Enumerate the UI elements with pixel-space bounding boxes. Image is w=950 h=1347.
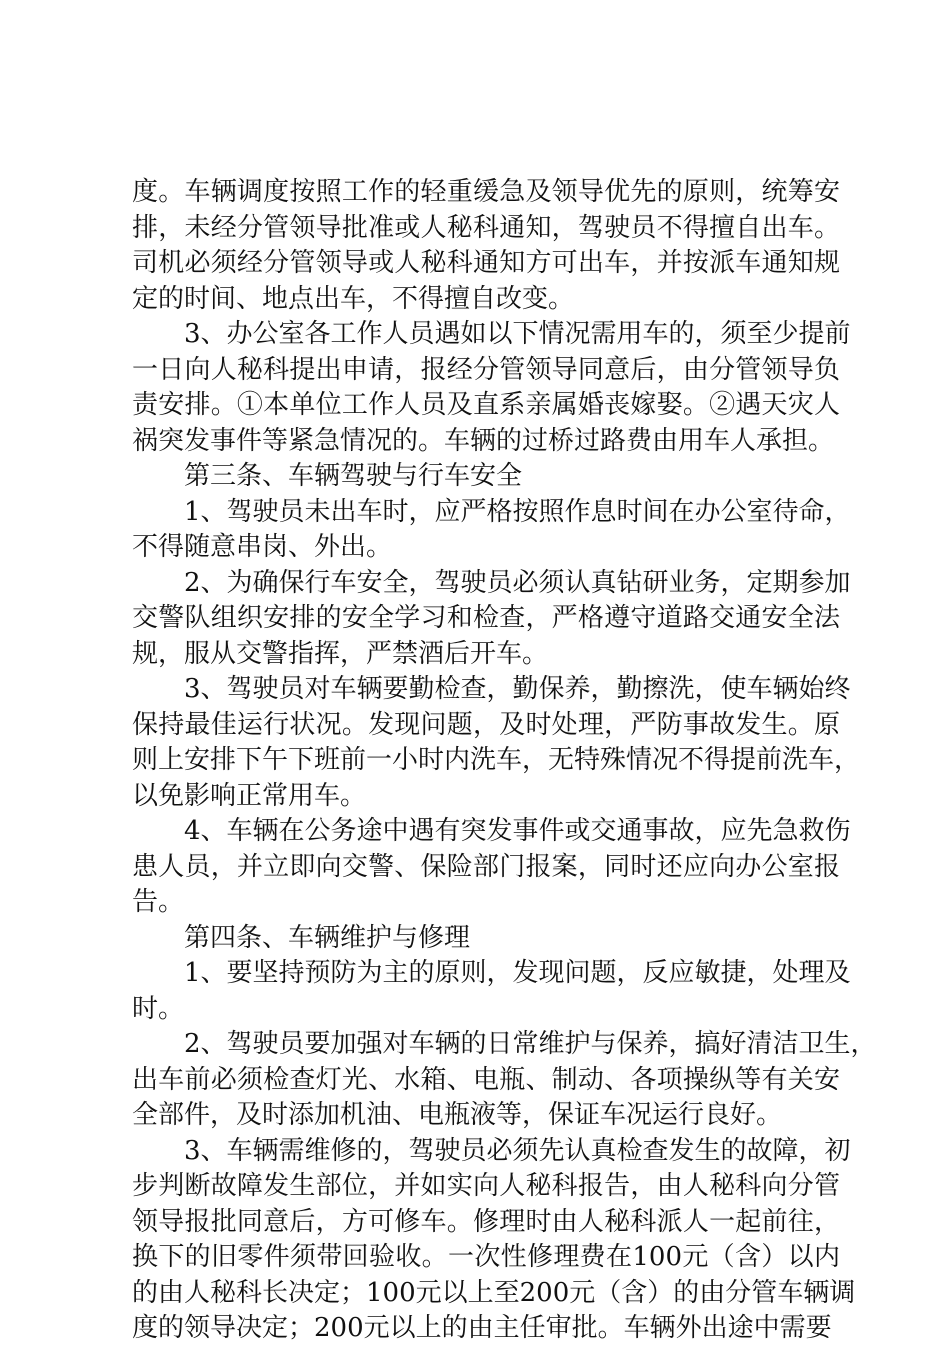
text-line: 以免影响正常用车。 [132, 780, 367, 811]
text-line: 不得随意串岗、外出。 [132, 532, 393, 562]
text-line: 第三条、车辆驾驶与行车安全 [184, 461, 523, 491]
text-line: 步判断故障发生部位，并如实向人秘科报告，由人秘科向分管 [132, 1171, 840, 1201]
text-line: 一日向人秘科提出申请，报经分管领导同意后，由分管领导负 [132, 354, 840, 385]
paragraph-continuation [132, 175, 840, 317]
paragraph [132, 566, 851, 673]
text-line: 3、驾驶员对车辆要勤检查，勤保养，勤擦洗，使车辆始终 [184, 674, 851, 704]
text-line: 2、驾驶员要加强对车辆的日常维护与保养，搞好清洁卫生， [184, 1029, 877, 1059]
text-line: 度的领导决定；200元以上的由主任审批。车辆外出途中需要 [132, 1313, 832, 1343]
text-line: 患人员，并立即向交警、保险部门报案，同时还应向办公室报 [132, 851, 840, 882]
section-heading [132, 921, 840, 957]
paragraph [132, 495, 851, 566]
paragraph [132, 956, 851, 1027]
text-line: 排，未经分管领导批准或人秘科通知，驾驶员不得擅自出车。 [132, 212, 840, 243]
text-line: 交警队组织安排的安全学习和检查，严格遵守道路交通安全法 [132, 603, 840, 633]
text-line: 第四条、车辆维护与修理 [184, 922, 471, 953]
text-line: 规，服从交警指挥，严禁酒后开车。 [132, 638, 549, 669]
text-line: 则上安排下午下班前一小时内洗车，无特殊情况不得提前洗车， [132, 745, 861, 775]
paragraph [132, 814, 851, 921]
text-line: 3、办公室各工作人员遇如以下情况需用车的，须至少提前 [184, 319, 851, 349]
section-heading [132, 459, 840, 495]
paragraph [132, 672, 861, 814]
text-line: 司机必须经分管领导或人秘科通知方可出车，并按派车通知规 [132, 248, 840, 278]
text-line: 1、要坚持预防为主的原则，发现问题，反应敏捷，处理及 [184, 958, 851, 988]
text-line: 4、车辆在公务途中遇有突发事件或交通事故，应先急救伤 [184, 816, 851, 846]
text-line: 时。 [132, 993, 185, 1024]
text-line: 领导报批同意后，方可修车。修理时由人秘科派人一起前往， [132, 1206, 840, 1237]
text-line: 度。车辆调度按照工作的轻重缓急及领导优先的原则，统筹安 [132, 177, 840, 207]
paragraph [132, 1134, 856, 1347]
text-line: 告。 [132, 887, 185, 917]
document-page [132, 175, 877, 1347]
text-line: 2、为确保行车安全，驾驶员必须认真钻研业务，定期参加 [184, 567, 851, 598]
text-line: 3、车辆需维修的，驾驶员必须先认真检查发生的故障，初 [184, 1135, 851, 1166]
text-line: 定的时间、地点出车，不得擅自改变。 [132, 283, 575, 314]
paragraph [132, 1027, 877, 1134]
text-line: 全部件，及时添加机油、电瓶液等，保证车况运行良好。 [132, 1100, 783, 1130]
text-line: 责安排。①本单位工作人员及直系亲属婚丧嫁娶。②遇天灾人 [132, 390, 840, 420]
paragraph [132, 317, 851, 459]
text-line: 换下的旧零件须带回验收。一次性修理费在100元（含）以内 [132, 1242, 840, 1272]
text-line: 保持最佳运行状况。发现问题，及时处理，严防事故发生。原 [132, 709, 840, 740]
text-line: 出车前必须检查灯光、水箱、电瓶、制动、各项操纵等有关安 [132, 1064, 840, 1095]
text-line: 祸突发事件等紧急情况的。车辆的过桥过路费由用车人承担。 [132, 425, 835, 456]
text-line: 的由人秘科长决定；100元以上至200元（含）的由分管车辆调 [132, 1277, 856, 1308]
text-line: 1、驾驶员未出车时，应严格按照作息时间在办公室待命， [184, 496, 851, 527]
